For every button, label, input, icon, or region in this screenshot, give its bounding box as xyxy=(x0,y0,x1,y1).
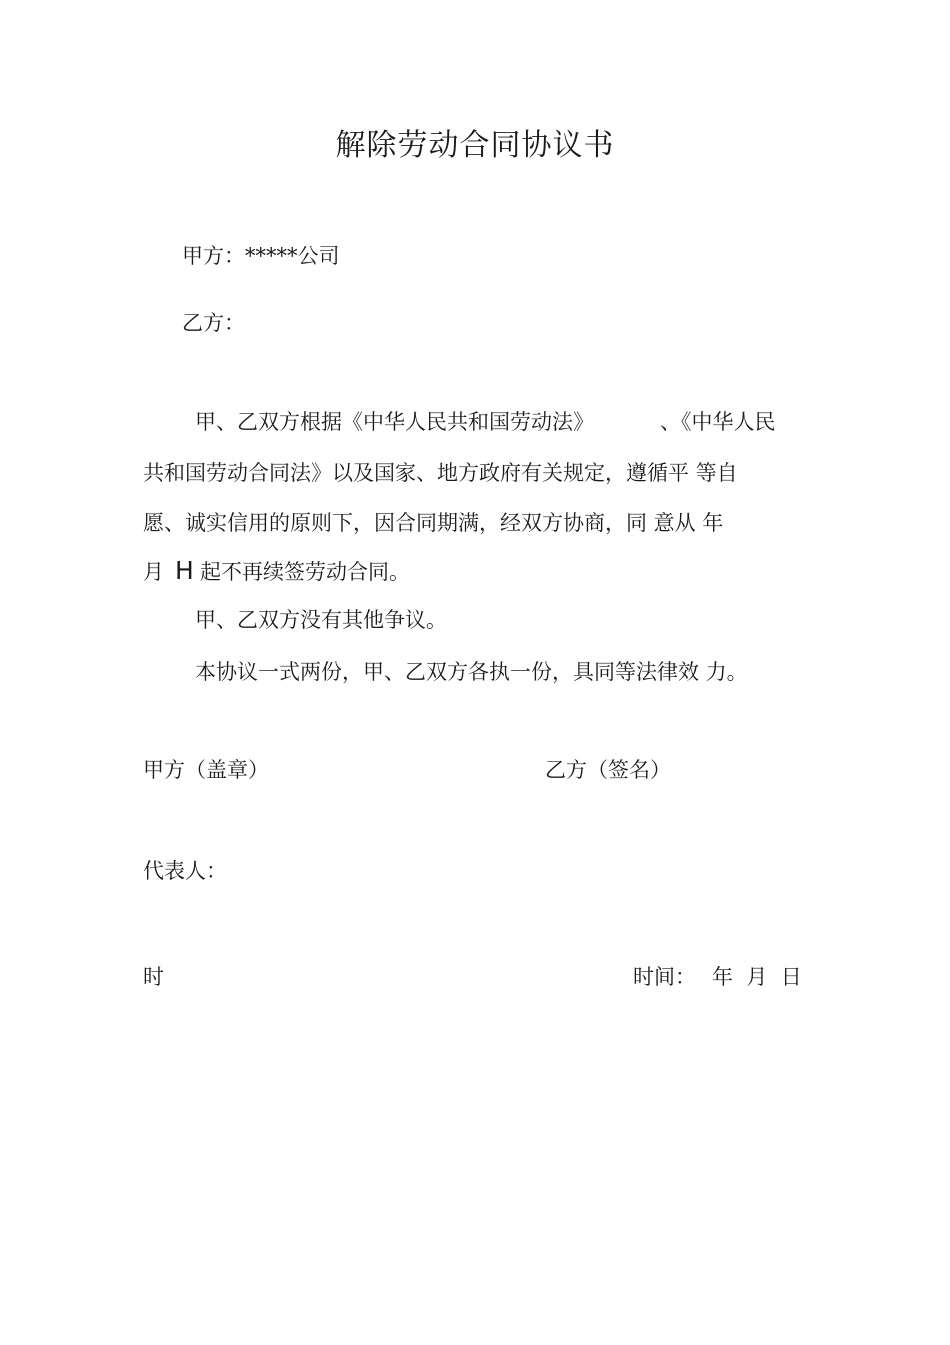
paragraph-1-line-4b: 起不再续签劳动合同。 xyxy=(200,560,410,584)
time-right-date: 年 月 日 xyxy=(712,965,802,989)
party-b-sign-label: 乙方（签名） xyxy=(545,758,671,782)
paragraph-2: 甲、乙双方没有其他争议。 xyxy=(195,608,447,632)
paragraph-1-line-4a: 月 xyxy=(143,560,164,584)
paragraph-1-line-3: 愿、诚实信用的原则下，因合同期满，经双方协商，同 意从 年 xyxy=(143,511,724,535)
paragraph-1-h-letter: H xyxy=(175,556,194,585)
party-a-line: 甲方：*****公司 xyxy=(182,244,340,268)
time-right-label: 时间： xyxy=(633,965,696,989)
party-a-seal-label: 甲方（盖章） xyxy=(143,758,269,782)
paragraph-3: 本协议一式两份，甲、乙双方各执一份，具同等法律效 力。 xyxy=(195,660,748,684)
representative-label: 代表人： xyxy=(143,859,227,883)
party-b-line: 乙方： xyxy=(182,311,245,335)
paragraph-1-line-1a: 甲、乙双方根据《中华人民共和国劳动法》 xyxy=(195,410,594,434)
paragraph-1-line-2: 共和国劳动合同法》以及国家、地方政府有关规定，遵循平 等自 xyxy=(143,461,738,485)
time-left-label: 时 xyxy=(143,965,164,989)
document-title: 解除劳动合同协议书 xyxy=(335,128,615,163)
paragraph-1-line-1b: 、《中华人民 xyxy=(660,410,776,434)
